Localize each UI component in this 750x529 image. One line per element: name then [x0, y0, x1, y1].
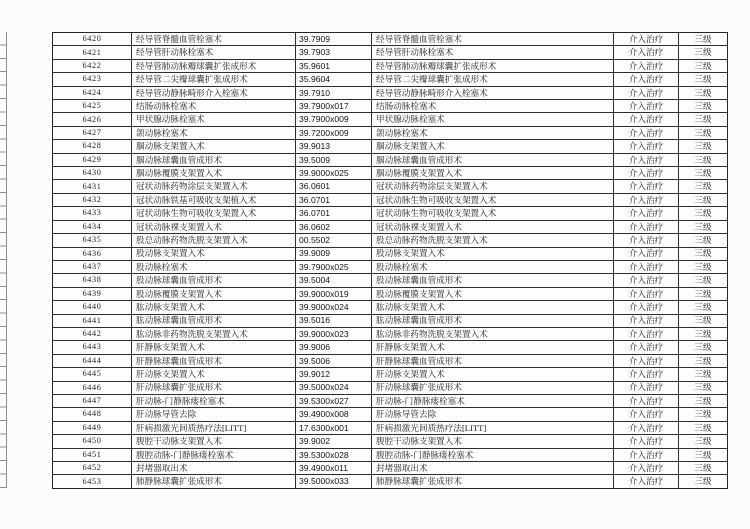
- procedure-name-cell: 股动脉支架置入术: [131, 248, 295, 260]
- procedure-code-cell: 39.5300x028: [295, 449, 371, 461]
- category-cell: 介入治疗: [613, 73, 678, 85]
- table-row: [53, 59, 727, 72]
- procedure-name2-cell: 经导管肝动脉栓塞术: [371, 46, 613, 58]
- procedure-code-cell: 00.5502: [295, 234, 371, 246]
- table-row: [53, 260, 727, 273]
- category-cell: 介入治疗: [613, 100, 678, 112]
- procedure-name2-cell: 股动脉支架置入术: [371, 248, 613, 260]
- category-cell: 介入治疗: [613, 328, 678, 340]
- procedure-code-cell: 39.9000x024: [295, 301, 371, 313]
- level-cell: 三级: [678, 73, 727, 85]
- row-number-cell: 6432: [82, 194, 102, 204]
- category-cell: 介入治疗: [613, 395, 678, 407]
- level-cell: 三级: [678, 140, 727, 152]
- table-row: [53, 394, 727, 407]
- procedure-code-cell: 39.9000x023: [295, 328, 371, 340]
- row-number-cell: 6447: [82, 396, 102, 406]
- level-cell: 三级: [678, 46, 727, 58]
- row-number-cell: 6429: [82, 154, 102, 164]
- procedure-code-cell: 39.5016: [295, 315, 371, 327]
- table-row: [53, 99, 727, 112]
- category-cell: 介入治疗: [613, 475, 678, 487]
- level-cell: 三级: [678, 288, 727, 300]
- table-row: [53, 287, 727, 300]
- category-cell: 介入治疗: [613, 355, 678, 367]
- category-cell: 介入治疗: [613, 301, 678, 313]
- table-row: [53, 179, 727, 192]
- table-row: [53, 273, 727, 286]
- level-cell: 三级: [678, 167, 727, 179]
- procedure-code-cell: 35.9604: [295, 73, 371, 85]
- procedure-code-cell: 39.5300x027: [295, 395, 371, 407]
- row-number-cell: 6441: [82, 315, 102, 325]
- procedure-code-cell: 39.5000x024: [295, 382, 371, 394]
- procedure-name-cell: 冠状动脉生物可吸收支架置入术: [131, 207, 295, 219]
- level-cell: 三级: [678, 127, 727, 139]
- procedure-name2-cell: 肱动脉球囊血管成形术: [371, 315, 613, 327]
- procedure-name-cell: 经导管动静脉畸形介入栓塞术: [131, 87, 295, 99]
- procedure-code-cell: 35.9601: [295, 60, 371, 72]
- level-cell: 三级: [678, 435, 727, 447]
- procedure-name-cell: 经导管肝动脉栓塞术: [131, 46, 295, 58]
- row-number-cell: 6433: [82, 208, 102, 218]
- procedure-name-cell: 结肠动脉栓塞术: [131, 100, 295, 112]
- category-cell: 介入治疗: [613, 140, 678, 152]
- procedure-code-cell: 39.9002: [295, 435, 371, 447]
- level-cell: 三级: [678, 207, 727, 219]
- procedure-code-cell: 36.0701: [295, 207, 371, 219]
- category-cell: 介入治疗: [613, 422, 678, 434]
- level-cell: 三级: [678, 154, 727, 166]
- category-cell: 介入治疗: [613, 368, 678, 380]
- procedure-name2-cell: 经导管动静脉畸形介入栓塞术: [371, 87, 613, 99]
- procedure-name2-cell: 股总动脉药物洗脱支架置入术: [371, 234, 613, 246]
- procedure-code-cell: 39.5009: [295, 154, 371, 166]
- procedure-code-cell: 39.9012: [295, 368, 371, 380]
- table-row: [53, 86, 727, 99]
- procedure-table-body: [53, 33, 727, 488]
- table-row: [53, 354, 727, 367]
- row-number-cell: 6452: [82, 463, 102, 473]
- table-row: [53, 247, 727, 260]
- procedure-name2-cell: 颌动脉栓塞术: [371, 127, 613, 139]
- level-cell: 三级: [678, 341, 727, 353]
- procedure-name2-cell: 封堵器取出术: [371, 462, 613, 474]
- level-cell: 三级: [678, 60, 727, 72]
- procedure-code-cell: 39.4900x011: [295, 462, 371, 474]
- row-number-cell: 6421: [82, 47, 102, 57]
- procedure-name2-cell: 肝静脉支架置入术: [371, 341, 613, 353]
- table-row: [53, 233, 727, 246]
- procedure-name-cell: 腘动脉覆膜支架置入术: [131, 167, 295, 179]
- procedure-name2-cell: 肝病损激光间质热疗法[LITT]: [371, 422, 613, 434]
- table-row: [53, 461, 727, 474]
- category-cell: 介入治疗: [613, 408, 678, 420]
- procedure-code-cell: 39.7200x009: [295, 127, 371, 139]
- row-number-cell: 6420: [82, 34, 102, 44]
- category-cell: 介入治疗: [613, 274, 678, 286]
- category-cell: 介入治疗: [613, 46, 678, 58]
- table-row: [53, 72, 727, 85]
- table-row: [53, 220, 727, 233]
- cutoff-left-column-artifact: [0, 32, 7, 488]
- level-cell: 三级: [678, 449, 727, 461]
- procedure-name-cell: 股动脉覆膜支架置入术: [131, 288, 295, 300]
- table-row: [53, 434, 727, 447]
- category-cell: 介入治疗: [613, 382, 678, 394]
- row-number-cell: 6450: [82, 436, 102, 446]
- category-cell: 介入治疗: [613, 315, 678, 327]
- table-row: [53, 448, 727, 461]
- procedure-name2-cell: 肝静脉球囊血管成形术: [371, 355, 613, 367]
- procedure-name-cell: 冠状动脉药物涂层支架置入术: [131, 180, 295, 192]
- procedure-name-cell: 封堵器取出术: [131, 462, 295, 474]
- procedure-name-cell: 股动脉球囊血管成形术: [131, 274, 295, 286]
- procedure-name2-cell: 腹腔干动脉支架置入术: [371, 435, 613, 447]
- procedure-name2-cell: 经导管脊髓血管栓塞术: [371, 33, 613, 45]
- table-row: [53, 300, 727, 313]
- row-number-cell: 6445: [82, 369, 102, 379]
- procedure-name-cell: 股总动脉药物洗脱支架置入术: [131, 234, 295, 246]
- table-row: [53, 421, 727, 434]
- procedure-code-cell: 39.5006: [295, 355, 371, 367]
- row-number-cell: 6444: [82, 355, 102, 365]
- procedure-code-cell: 39.5004: [295, 274, 371, 286]
- level-cell: 三级: [678, 194, 727, 206]
- procedure-name2-cell: 股动脉覆膜支架置入术: [371, 288, 613, 300]
- level-cell: 三级: [678, 274, 727, 286]
- table-row: [53, 139, 727, 152]
- level-cell: 三级: [678, 462, 727, 474]
- procedure-name2-cell: 肝动脉球囊扩张成形术: [371, 382, 613, 394]
- procedure-name-cell: 腘动脉支架置入术: [131, 140, 295, 152]
- category-cell: 介入治疗: [613, 180, 678, 192]
- procedure-code-cell: 39.9009: [295, 248, 371, 260]
- procedure-name2-cell: 肝动脉导管去除: [371, 408, 613, 420]
- row-number-cell: 6439: [82, 288, 102, 298]
- level-cell: 三级: [678, 475, 727, 487]
- procedure-name2-cell: 冠状动脉生物可吸收支架置入术: [371, 207, 613, 219]
- procedure-code-cell: 39.9000x019: [295, 288, 371, 300]
- row-number-cell: 6443: [82, 342, 102, 352]
- procedure-name-cell: 甲状腺动脉栓塞术: [131, 113, 295, 125]
- procedure-code-cell: 39.4900x008: [295, 408, 371, 420]
- procedure-code-cell: 39.7900x009: [295, 113, 371, 125]
- category-cell: 介入治疗: [613, 207, 678, 219]
- level-cell: 三级: [678, 113, 727, 125]
- category-cell: 介入治疗: [613, 167, 678, 179]
- procedure-code-cell: 36.0601: [295, 180, 371, 192]
- row-number-cell: 6428: [82, 141, 102, 151]
- procedure-name-cell: 颌动脉栓塞术: [131, 127, 295, 139]
- category-cell: 介入治疗: [613, 288, 678, 300]
- category-cell: 介入治疗: [613, 113, 678, 125]
- procedure-name-cell: 肝动脉支架置入术: [131, 368, 295, 380]
- procedure-name-cell: 肝动脉-门静脉瘘栓塞术: [131, 395, 295, 407]
- procedure-name-cell: 冠状动脉铁基可吸收支架植入术: [131, 194, 295, 206]
- row-number-cell: 6437: [82, 262, 102, 271]
- procedure-name2-cell: 股动脉球囊血管成形术: [371, 274, 613, 286]
- table-row: [53, 126, 727, 139]
- procedure-name2-cell: 冠状动脉裸支架置入术: [371, 221, 613, 233]
- level-cell: 三级: [678, 368, 727, 380]
- level-cell: 三级: [678, 315, 727, 327]
- category-cell: 介入治疗: [613, 60, 678, 72]
- row-number-cell: 6438: [82, 275, 102, 285]
- procedure-code-cell: 39.7900x025: [295, 261, 371, 273]
- procedure-name2-cell: 经导管二尖瓣球囊扩张成形术: [371, 73, 613, 85]
- row-number-cell: 6449: [82, 422, 102, 432]
- category-cell: 介入治疗: [613, 154, 678, 166]
- table-row: [53, 340, 727, 353]
- procedure-name2-cell: 经导管肺动脉瓣球囊扩张成形术: [371, 60, 613, 72]
- row-number-cell: 6431: [82, 181, 102, 191]
- level-cell: 三级: [678, 248, 727, 260]
- level-cell: 三级: [678, 221, 727, 233]
- procedure-name-cell: 肱动脉支架置入术: [131, 301, 295, 313]
- procedure-code-cell: 17.6300x001: [295, 422, 371, 434]
- procedure-name-cell: 经导管二尖瓣球囊扩张成形术: [131, 73, 295, 85]
- procedure-name2-cell: 肝动脉-门静脉瘘栓塞术: [371, 395, 613, 407]
- category-cell: 介入治疗: [613, 87, 678, 99]
- procedure-name-cell: 腘动脉球囊血管成形术: [131, 154, 295, 166]
- table-row: [53, 327, 727, 340]
- category-cell: 介入治疗: [613, 435, 678, 447]
- procedure-code-cell: 39.7903: [295, 46, 371, 58]
- level-cell: 三级: [678, 33, 727, 45]
- row-number-cell: 6440: [82, 302, 102, 312]
- procedure-name-cell: 腹腔动脉-门静脉瘘栓塞术: [131, 449, 295, 461]
- table-row: [53, 314, 727, 327]
- level-cell: 三级: [678, 382, 727, 394]
- procedure-name-cell: 肝动脉球囊扩张成形术: [131, 382, 295, 394]
- table-row: [53, 206, 727, 219]
- row-number-cell: 6446: [82, 382, 102, 392]
- procedure-name-cell: 肝静脉球囊血管成形术: [131, 355, 295, 367]
- row-number-cell: 6453: [82, 476, 102, 486]
- row-number-cell: 6426: [82, 114, 102, 124]
- procedure-name-cell: 肺静脉球囊扩张成形术: [131, 475, 295, 487]
- procedure-name-cell: 肝动脉导管去除: [131, 408, 295, 420]
- procedure-name2-cell: 肱动脉支架置入术: [371, 301, 613, 313]
- table-row: [53, 45, 727, 58]
- row-number-cell: 6423: [82, 74, 102, 84]
- level-cell: 三级: [678, 87, 727, 99]
- row-number-cell: 6435: [82, 235, 102, 245]
- level-cell: 三级: [678, 355, 727, 367]
- category-cell: 介入治疗: [613, 462, 678, 474]
- procedure-code-cell: 39.9006: [295, 341, 371, 353]
- level-cell: 三级: [678, 422, 727, 434]
- procedure-name-cell: 肱动脉非药物洗脱支架置入术: [131, 328, 295, 340]
- row-number-cell: 6425: [82, 101, 102, 111]
- procedure-code-cell: 39.5000x033: [295, 475, 371, 487]
- row-number-cell: 6451: [82, 449, 102, 459]
- procedure-name-cell: 肱动脉球囊血管成形术: [131, 315, 295, 327]
- row-number-cell: 6436: [82, 248, 102, 258]
- level-cell: 三级: [678, 100, 727, 112]
- procedure-name2-cell: 冠状动脉生物可吸收支架置入术: [371, 194, 613, 206]
- category-cell: 介入治疗: [613, 194, 678, 206]
- row-number-cell: 6448: [82, 409, 102, 419]
- table-row: [53, 112, 727, 125]
- level-cell: 三级: [678, 408, 727, 420]
- category-cell: 介入治疗: [613, 33, 678, 45]
- category-cell: 介入治疗: [613, 261, 678, 273]
- procedure-name2-cell: 肝动脉支架置入术: [371, 368, 613, 380]
- procedure-name-cell: 股动脉栓塞术: [131, 261, 295, 273]
- table-row: [53, 153, 727, 166]
- procedure-code-cell: 39.9013: [295, 140, 371, 152]
- procedure-name2-cell: 冠状动脉药物涂层支架置入术: [371, 180, 613, 192]
- procedure-name-cell: 冠状动脉裸支架置入术: [131, 221, 295, 233]
- table-row: [53, 166, 727, 179]
- procedure-name2-cell: 股动脉栓塞术: [371, 261, 613, 273]
- procedure-name-cell: 经导管肺动脉瓣球囊扩张成形术: [131, 60, 295, 72]
- procedure-name2-cell: 肱动脉非药物洗脱支架置入术: [371, 328, 613, 340]
- table-row: [53, 193, 727, 206]
- table-row: [53, 33, 727, 45]
- procedure-code-cell: 39.7909: [295, 33, 371, 45]
- procedure-code-cell: 39.7910: [295, 87, 371, 99]
- procedure-table: [52, 32, 728, 489]
- procedure-name-cell: 腹腔干动脉支架置入术: [131, 435, 295, 447]
- procedure-name2-cell: 腘动脉球囊血管成形术: [371, 154, 613, 166]
- category-cell: 介入治疗: [613, 127, 678, 139]
- row-number-cell: 6427: [82, 127, 102, 137]
- procedure-name-cell: 经导管脊髓血管栓塞术: [131, 33, 295, 45]
- table-row: [53, 407, 727, 420]
- category-cell: 介入治疗: [613, 449, 678, 461]
- row-number-cell: 6422: [82, 60, 102, 70]
- procedure-name2-cell: 肺静脉球囊扩张成形术: [371, 475, 613, 487]
- procedure-name-cell: 肝静脉支架置入术: [131, 341, 295, 353]
- level-cell: 三级: [678, 180, 727, 192]
- row-number-cell: 6434: [82, 221, 102, 231]
- row-number-cell: 6424: [82, 87, 102, 97]
- procedure-name2-cell: 甲状腺动脉栓塞术: [371, 113, 613, 125]
- row-number-cell: 6442: [82, 329, 102, 339]
- table-row: [53, 474, 727, 487]
- procedure-code-cell: 39.7900x017: [295, 100, 371, 112]
- level-cell: 三级: [678, 328, 727, 340]
- procedure-name2-cell: 腘动脉支架置入术: [371, 140, 613, 152]
- table-row: [53, 381, 727, 394]
- level-cell: 三级: [678, 234, 727, 246]
- procedure-name-cell: 肝病损激光间质热疗法[LITT]: [131, 422, 295, 434]
- category-cell: 介入治疗: [613, 234, 678, 246]
- procedure-code-cell: 39.9000x025: [295, 167, 371, 179]
- procedure-code-cell: 36.0701: [295, 194, 371, 206]
- procedure-name2-cell: 腘动脉覆膜支架置入术: [371, 167, 613, 179]
- category-cell: 介入治疗: [613, 221, 678, 233]
- procedure-name2-cell: 腹腔动脉-门静脉瘘栓塞术: [371, 449, 613, 461]
- level-cell: 三级: [678, 395, 727, 407]
- level-cell: 三级: [678, 301, 727, 313]
- procedure-name2-cell: 结肠动脉栓塞术: [371, 100, 613, 112]
- procedure-code-cell: 36.0602: [295, 221, 371, 233]
- category-cell: 介入治疗: [613, 248, 678, 260]
- row-number-cell: 6430: [82, 168, 102, 178]
- level-cell: 三级: [678, 261, 727, 273]
- category-cell: 介入治疗: [613, 341, 678, 353]
- table-row: [53, 367, 727, 380]
